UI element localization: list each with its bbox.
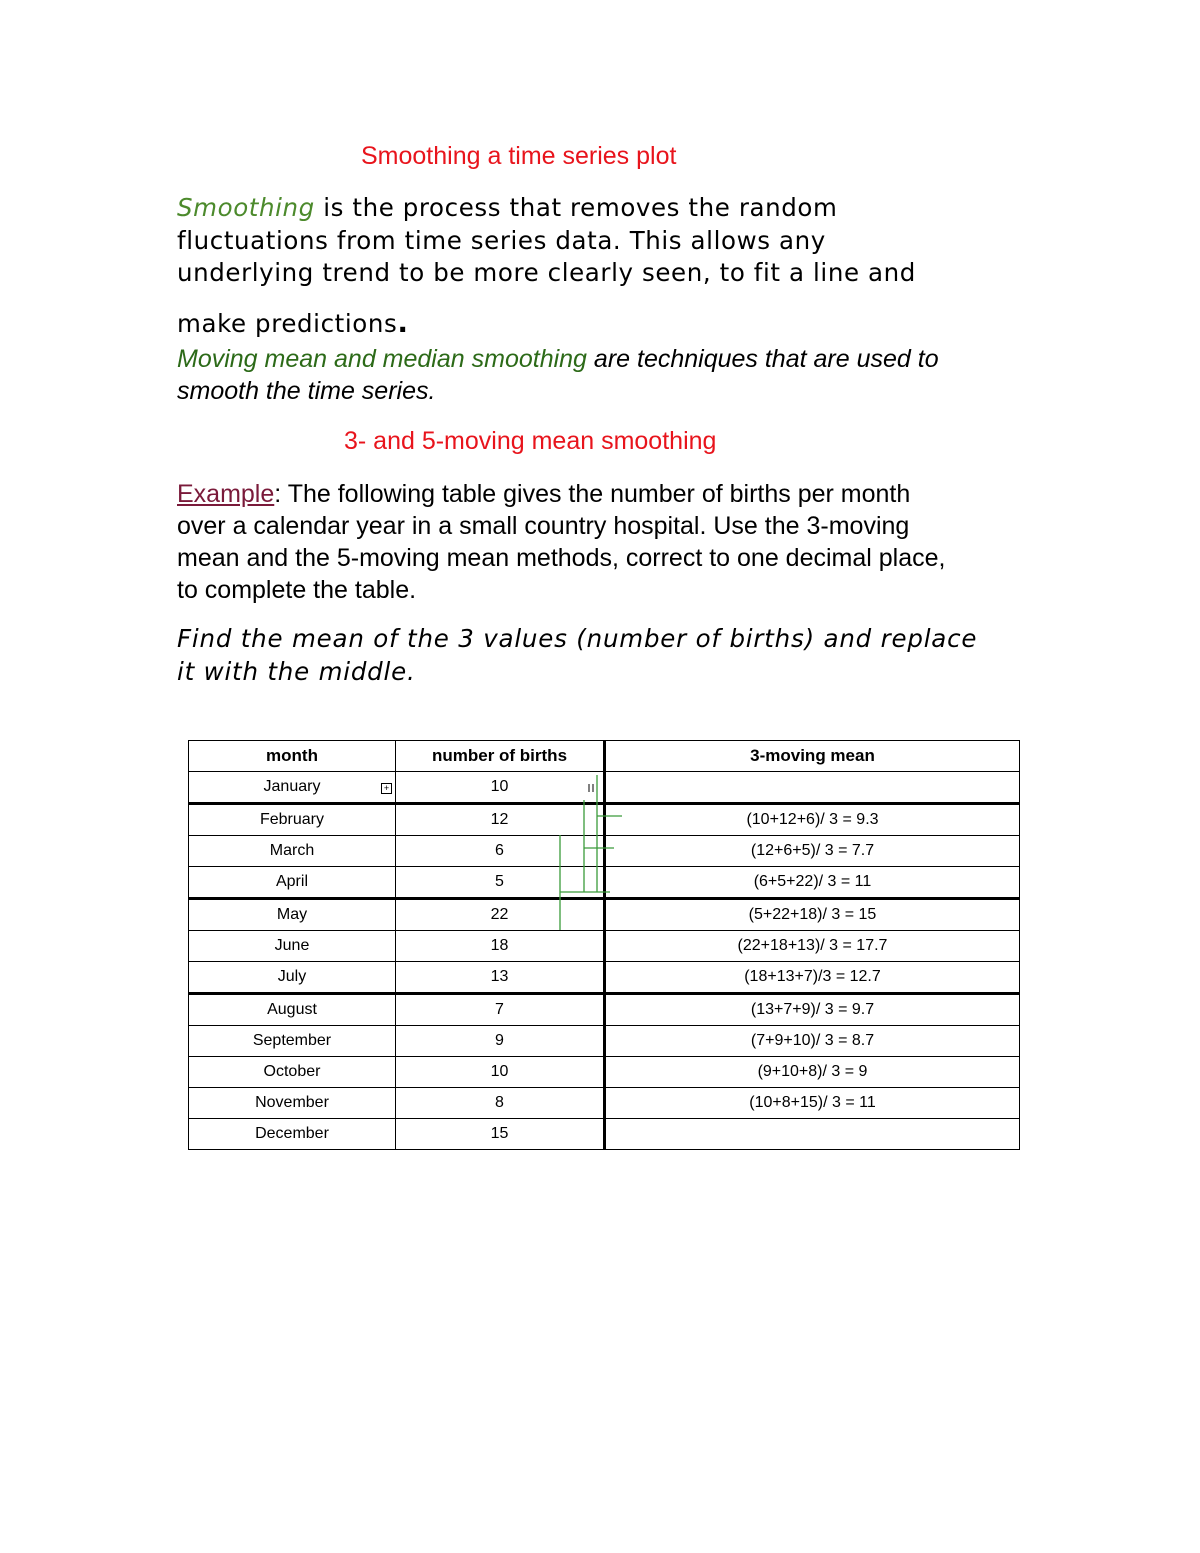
cell-births: 12 — [396, 804, 605, 836]
cell-births: 9 — [396, 1026, 605, 1057]
methods-term: Moving mean and median smoothing — [177, 345, 587, 373]
instruction-line-1: Find the mean of the 3 values (number of births) and replace — [177, 624, 978, 653]
instruction-line-2: it with the middle. — [177, 656, 416, 686]
cell-births: 13 — [396, 962, 605, 994]
cell-moving-mean: (22+18+13)/ 3 = 17.7 — [605, 931, 1020, 962]
cell-moving-mean: (10+8+15)/ 3 = 11 — [605, 1088, 1020, 1119]
cell-moving-mean: (7+9+10)/ 3 = 8.7 — [605, 1026, 1020, 1057]
cell-month: October — [189, 1057, 396, 1088]
cell-births: 7 — [396, 994, 605, 1026]
cell-births: 8 — [396, 1088, 605, 1119]
intro-line-1: Smoothing is the process that removes the random — [177, 193, 838, 222]
cell-month: December — [189, 1119, 396, 1150]
cell-births: 10 — [396, 1057, 605, 1088]
cell-moving-mean: (5+22+18)/ 3 = 15 — [605, 899, 1020, 931]
cell-month: September — [189, 1026, 396, 1057]
example-line-2: over a calendar year in a small country hospital. Use the 3-moving — [177, 512, 910, 540]
methods-line-1: Moving mean and median smoothing are techniques that are used to — [177, 345, 939, 373]
cell-births: 22 — [396, 899, 605, 931]
methods-line-2: smooth the time series. — [177, 377, 436, 405]
example-line-3: mean and the 5-moving mean methods, correct to one decimal place, — [177, 544, 946, 572]
header-month: month — [189, 741, 396, 772]
header-births: number of births — [396, 741, 605, 772]
smoothing-term: Smoothing — [177, 193, 315, 222]
example-label: Example — [177, 480, 275, 508]
cell-moving-mean: (10+12+6)/ 3 = 9.3 — [605, 804, 1020, 836]
example-line-1: Example: The following table gives the number of births per month — [177, 480, 911, 508]
cell-moving-mean: (13+7+9)/ 3 = 9.7 — [605, 994, 1020, 1026]
cell-month: August — [189, 994, 396, 1026]
cell-month: June — [189, 931, 396, 962]
cell-moving-mean: (12+6+5)/ 3 = 7.7 — [605, 836, 1020, 867]
page-title: Smoothing a time series plot — [361, 142, 677, 170]
cell-births: 5 — [396, 867, 605, 899]
cell-births: 6 — [396, 836, 605, 867]
cell-month: May — [189, 899, 396, 931]
cell-month: January — [189, 772, 396, 804]
intro-line-3: underlying trend to be more clearly seen, to fit a line and — [177, 258, 916, 287]
cell-births: 10 — [396, 772, 605, 804]
section-subtitle: 3- and 5-moving mean smoothing — [344, 427, 717, 455]
header-moving-mean: 3-moving mean — [605, 741, 1020, 772]
intro-line-4: make predictions. — [177, 305, 409, 339]
cell-moving-mean: (6+5+22)/ 3 = 11 — [605, 867, 1020, 899]
cell-month: February — [189, 804, 396, 836]
cell-births: 18 — [396, 931, 605, 962]
example-line-4: to complete the table. — [177, 576, 417, 604]
cell-month: July — [189, 962, 396, 994]
cell-moving-mean: (9+10+8)/ 3 = 9 — [605, 1057, 1020, 1088]
cell-month: April — [189, 867, 396, 899]
cell-month: November — [189, 1088, 396, 1119]
cell-month: March — [189, 836, 396, 867]
intro-line-2: fluctuations from time series data. This allows any — [177, 225, 826, 255]
cell-births: 15 — [396, 1119, 605, 1150]
expand-icon: + — [381, 783, 392, 794]
cell-moving-mean: (18+13+7)/3 = 12.7 — [605, 962, 1020, 994]
